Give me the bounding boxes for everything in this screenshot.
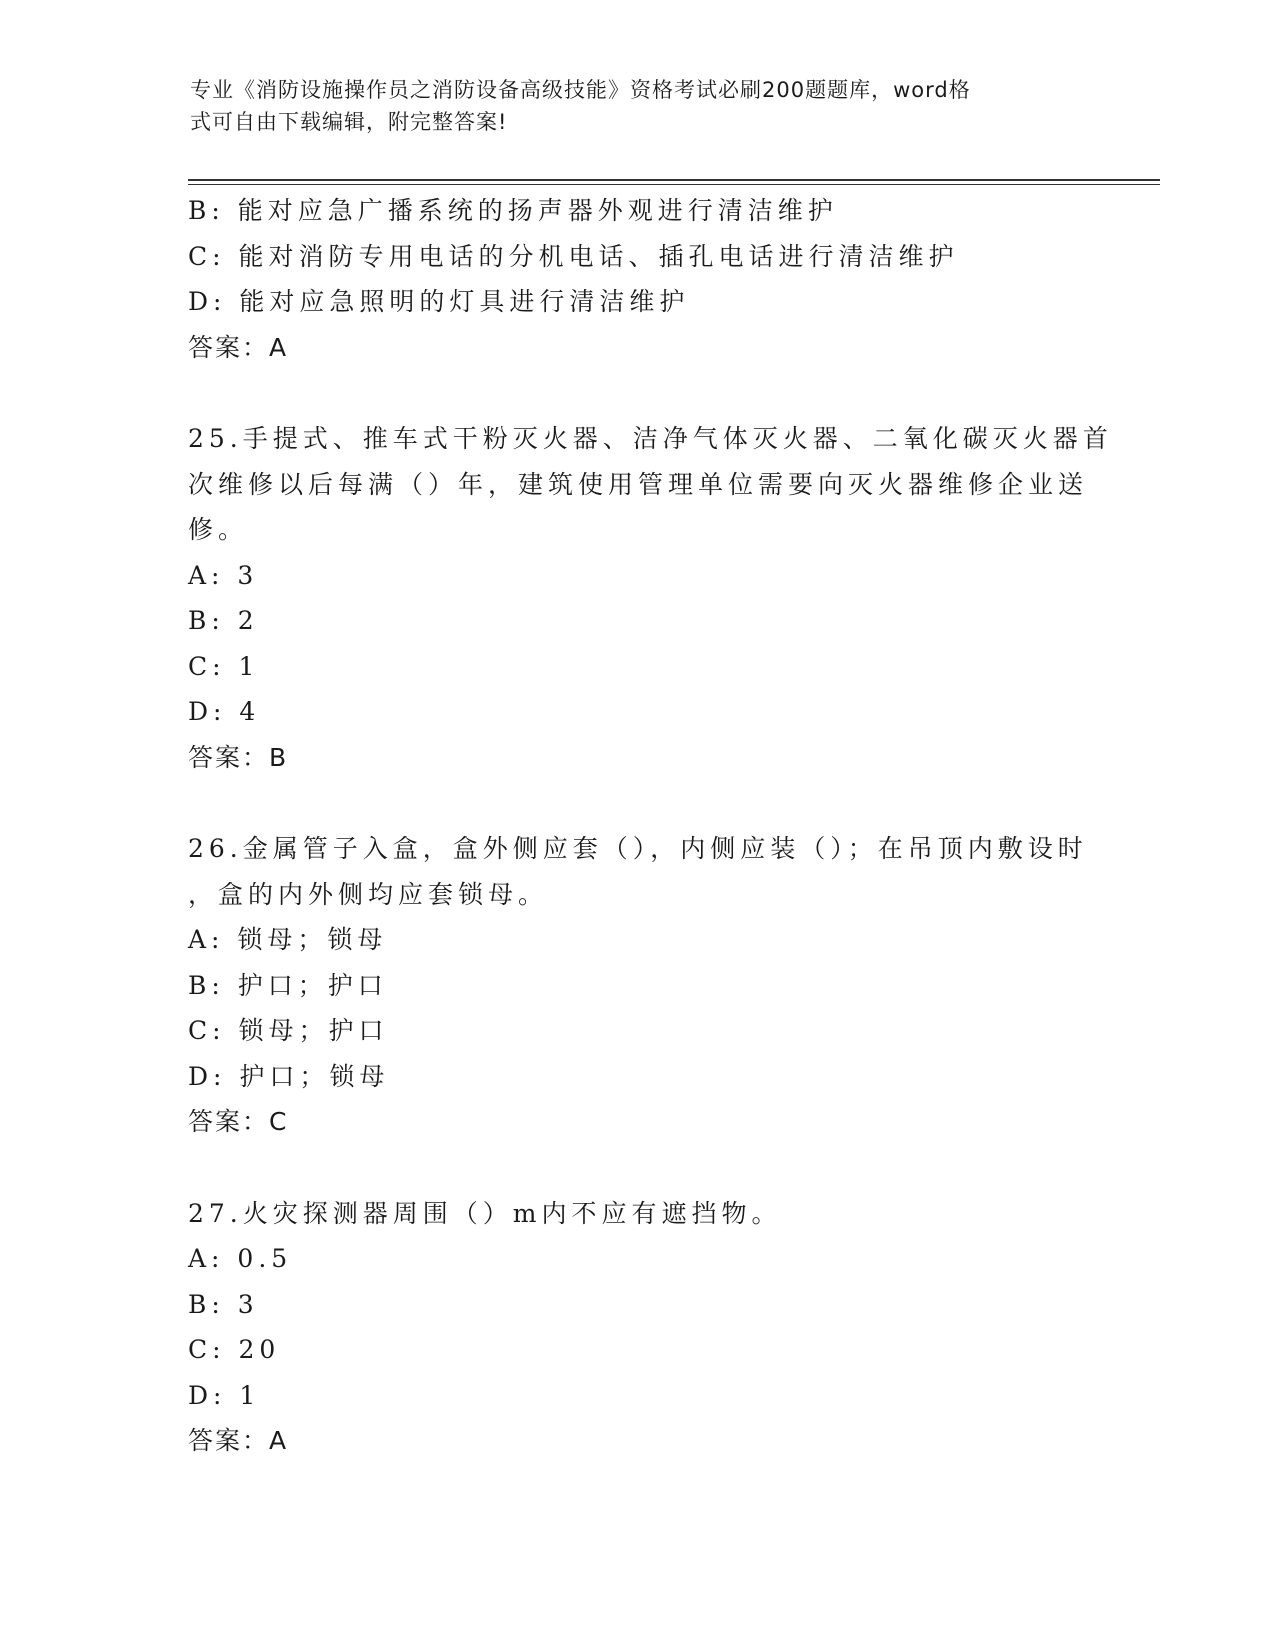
option-a: A: 锁母；锁母 <box>188 925 388 954</box>
option-a: A: 3 <box>188 560 259 590</box>
option-b: B: 护口；护口 <box>188 970 388 1000</box>
option-c: C: 20 <box>188 1335 281 1364</box>
option-c: C: 锁母；护口 <box>188 1016 389 1045</box>
question-27 <box>188 1191 1088 1464</box>
option-c: C: 能对消防专用电话的分机电话、插孔电话进行清洁维护 <box>188 241 959 271</box>
question-text-line: 26.金属管子入盒，盒外侧应套（），内侧应装（）；在吊顶内敷设时 <box>188 834 1088 863</box>
answer: 答案：B <box>188 742 289 772</box>
previous-question-tail <box>188 188 1088 370</box>
header-line-1: 专业《消防设施操作员之消防设备高级技能》资格考试必刷200题题库，word格 <box>190 78 971 102</box>
question-text-line: 27.火灾探测器周围（）m内不应有遮挡物。 <box>188 1198 782 1228</box>
question-text-line: 修。 <box>188 515 249 544</box>
option-a: A: 0.5 <box>188 1244 293 1273</box>
question-list <box>188 188 1113 1464</box>
answer: 答案：A <box>188 332 289 362</box>
document-header <box>190 74 1090 138</box>
header-divider <box>188 179 1160 185</box>
answer: 答案：A <box>188 1426 289 1455</box>
question-text-line: ，盒的内外侧均应套锁母。 <box>188 879 549 909</box>
question-26 <box>188 826 1088 1145</box>
answer: 答案：C <box>188 1107 289 1136</box>
option-b: B: 3 <box>188 1289 259 1319</box>
option-d: D: 4 <box>188 697 261 726</box>
option-b: B: 2 <box>188 606 259 635</box>
question-25 <box>188 416 1113 780</box>
option-d: D: 1 <box>188 1380 261 1410</box>
option-b: B: 能对应急广播系统的扬声器外观进行清洁维护 <box>188 196 838 225</box>
option-d: D: 能对应急照明的灯具进行清洁维护 <box>188 287 690 316</box>
option-d: D: 护口；锁母 <box>188 1061 390 1091</box>
header-line-2: 式可自由下载编辑，附完整答案! <box>190 110 508 134</box>
option-c: C: 1 <box>188 651 260 681</box>
question-text-line: 次维修以后每满（）年，建筑使用管理单位需要向灭火器维修企业送 <box>188 469 1089 499</box>
question-text-line: 25.手提式、推车式干粉灭火器、洁净气体灭火器、二氧化碳灭火器首 <box>188 424 1113 453</box>
